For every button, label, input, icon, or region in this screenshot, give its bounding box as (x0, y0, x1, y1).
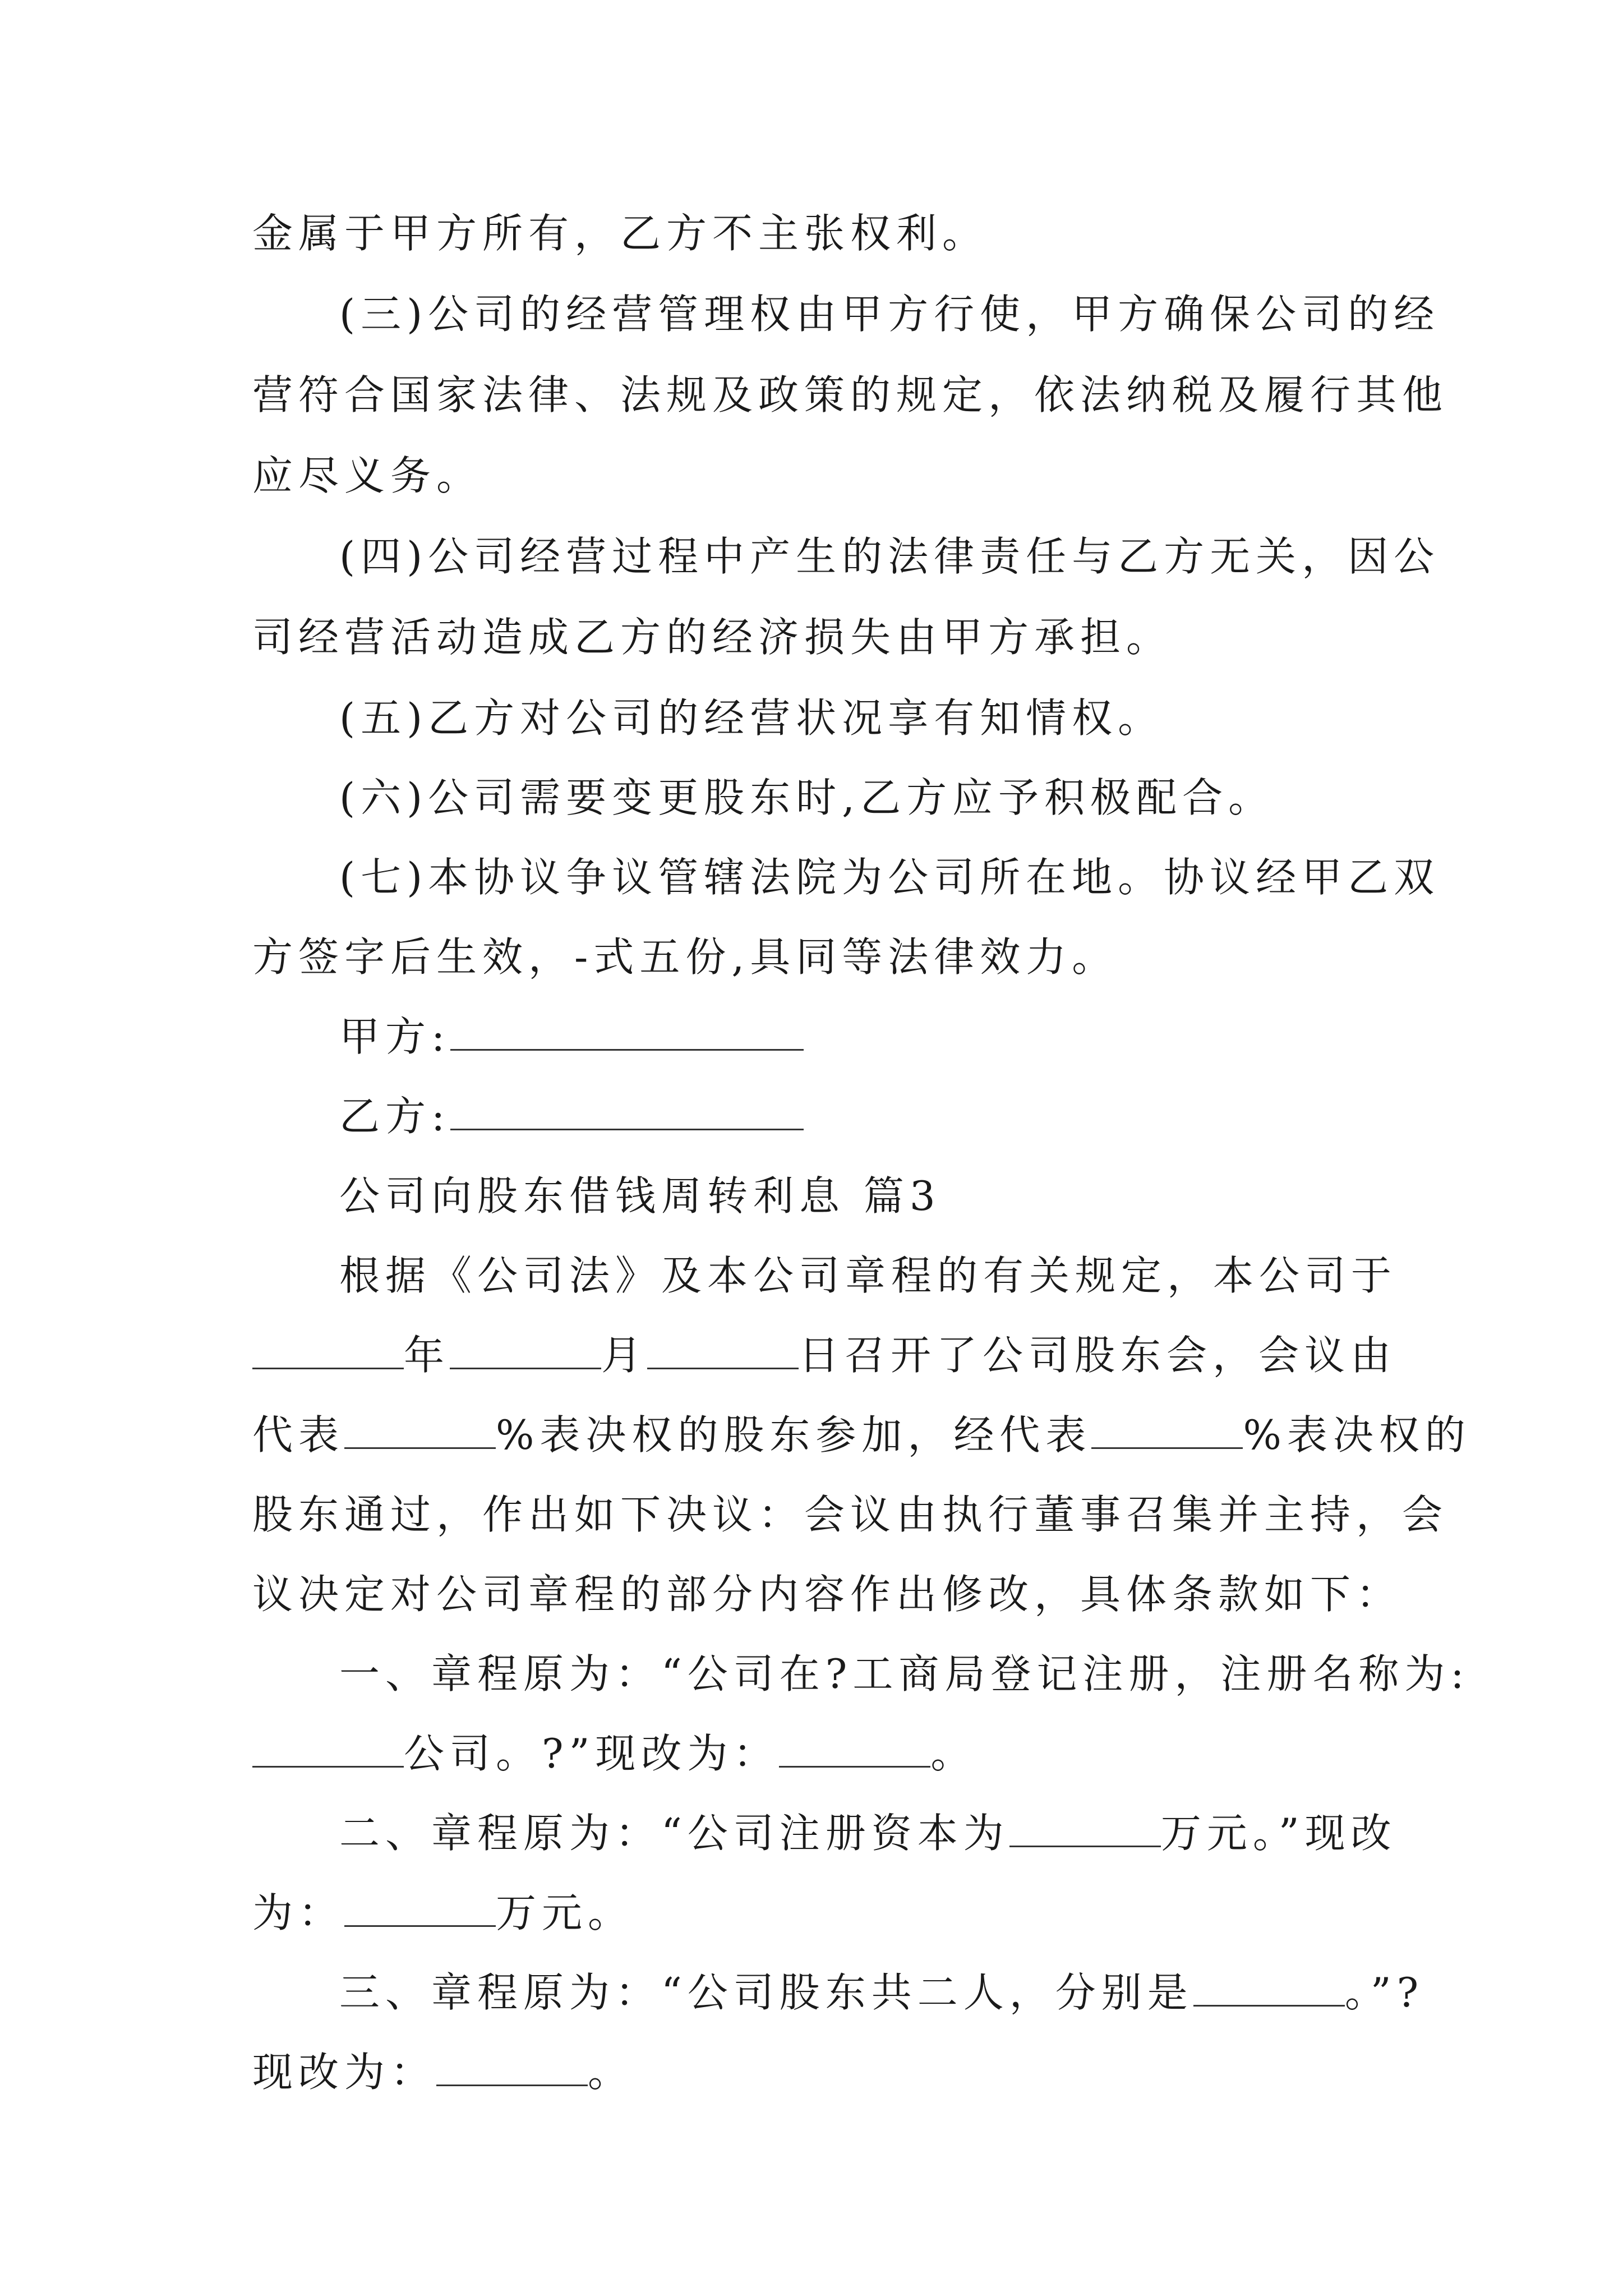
clause-7: (七)本协议争议管辖法院为公司所在地。协议经甲乙双 (339, 854, 1440, 901)
party-a-label: 甲方: (339, 1013, 451, 1060)
capital-new-blank[interactable] (344, 1892, 496, 1927)
amendment-1: 一、章程原为：“公司在?工商局登记注册，注册名称为: (339, 1650, 1470, 1697)
meeting-date-line: 年 月 日召开了公司股东会，会议由 (252, 1328, 1396, 1382)
amendment-1-cont: 公司。?”现改为： 。 (252, 1727, 976, 1780)
capital-old-blank[interactable] (1009, 1812, 1161, 1847)
text-line: 金属于甲方所有，乙方不主张权利。 (252, 210, 989, 257)
section-title: 公司向股东借钱周转利息 篇3 (339, 1172, 941, 1220)
signature-line-party-a (339, 1010, 804, 1064)
shareholders-new-blank[interactable] (436, 2051, 588, 2086)
text-line: 营符合国家法律、法规及政策的规定，依法纳税及履行其他 (252, 371, 1449, 418)
day-blank[interactable] (647, 1334, 799, 1369)
party-b-blank[interactable] (450, 1095, 804, 1130)
text-line: 应尽义务。 (252, 452, 483, 499)
approval-percent-blank[interactable] (1091, 1414, 1243, 1449)
text-line: 方签字后生效，-式五份,具同等法律效力。 (252, 933, 1118, 981)
voting-line: 代表 %表决权的股东参加，经代表 %表决权的 (252, 1411, 1471, 1458)
amendment-3-cont: 现改为： 。 (252, 2049, 634, 2096)
clause-4: (四)公司经营过程中产生的法律责任与乙方无关，因公 (339, 533, 1440, 580)
amendment-3: 三、章程原为：“公司股东共二人，分别是 。”? (339, 1969, 1424, 2016)
text-line: 根据《公司法》及本公司章程的有关规定，本公司于 (339, 1252, 1398, 1299)
clause-6: (六)公司需要变更股东时,乙方应予积极配合。 (339, 774, 1275, 821)
year-blank[interactable] (252, 1334, 404, 1369)
text-line: 议决定对公司章程的部分内容作出修改，具体条款如下： (252, 1571, 1403, 1618)
text-line: 司经营活动造成乙方的经济损失由甲方承担。 (252, 614, 1173, 661)
month-blank[interactable] (450, 1334, 601, 1369)
new-name-blank[interactable] (779, 1732, 930, 1768)
party-b-label: 乙方: (339, 1093, 451, 1140)
signature-line-party-b (339, 1089, 804, 1143)
amendment-2-cont: 为： 万元。 (252, 1889, 634, 1936)
attendance-percent-blank[interactable] (344, 1414, 496, 1449)
text-line: 股东通过，作出如下决议：会议由执行董事召集并主持，会 (252, 1491, 1449, 1538)
clause-3: (三)公司的经营管理权由甲方行使，甲方确保公司的经 (339, 291, 1440, 338)
amendment-2: 二、章程原为：“公司注册资本为 万元。”现改 (339, 1810, 1397, 1857)
clause-5: (五)乙方对公司的经营状况享有知情权。 (339, 694, 1164, 742)
shareholders-old-blank[interactable] (1193, 1971, 1345, 2007)
company-name-blank[interactable] (252, 1732, 404, 1768)
party-a-blank[interactable] (450, 1015, 804, 1051)
